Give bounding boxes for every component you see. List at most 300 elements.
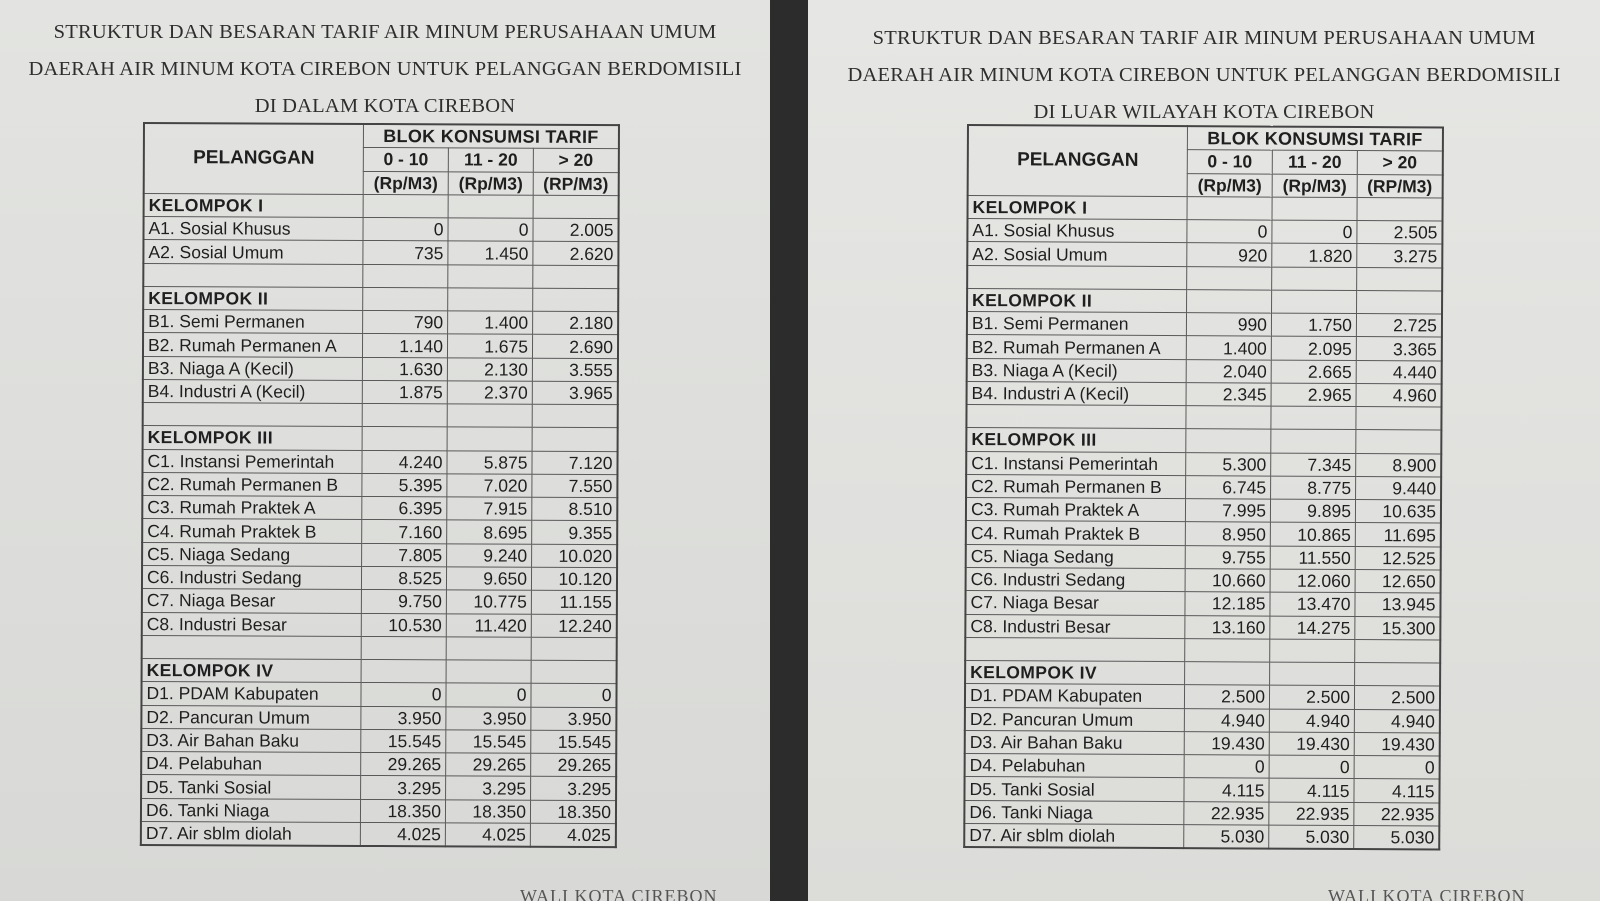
tariff-cell: 18.350 bbox=[445, 800, 530, 824]
table-row bbox=[967, 381, 1442, 407]
customer-label: D1. PDAM Kabupaten bbox=[141, 682, 361, 706]
tariff-cell: 3.275 bbox=[1357, 244, 1443, 268]
table-row bbox=[142, 589, 617, 614]
tariff-cell bbox=[1187, 289, 1272, 313]
tariff-cell: 735 bbox=[363, 241, 448, 265]
tariff-cell bbox=[1270, 662, 1355, 686]
table-body bbox=[964, 195, 1442, 849]
footnote-signature: WALI KOTA CIREBON bbox=[520, 886, 718, 901]
group-row bbox=[142, 658, 617, 683]
table-row bbox=[965, 614, 1440, 640]
tariff-cell bbox=[446, 660, 531, 684]
tariff-cell bbox=[1355, 639, 1441, 662]
customer-label: C1. Instansi Pemerintah bbox=[142, 449, 362, 473]
tariff-cell bbox=[531, 660, 617, 684]
table-row bbox=[143, 333, 618, 358]
customer-label: D3. Air Bahan Baku bbox=[141, 728, 361, 752]
tariff-cell bbox=[362, 427, 447, 451]
tariff-cell: 6.395 bbox=[362, 497, 447, 521]
tariff-cell: 8.510 bbox=[532, 497, 618, 521]
title-line: DI DALAM KOTA CIREBON bbox=[254, 95, 516, 117]
tariff-cell: 22.935 bbox=[1269, 802, 1354, 826]
tariff-cell: 10.020 bbox=[532, 544, 618, 568]
customer-label: D1. PDAM Kabupaten bbox=[965, 684, 1185, 708]
right-document-photo bbox=[808, 0, 1600, 901]
customer-label: C3. Rumah Praktek A bbox=[142, 496, 362, 520]
customer-label: D3. Air Bahan Baku bbox=[965, 730, 1185, 754]
customer-label: D5. Tanki Sosial bbox=[964, 777, 1184, 801]
tariff-cell: 3.295 bbox=[531, 777, 617, 801]
tariff-cell: 4.025 bbox=[360, 822, 445, 846]
customer-label: A2. Sosial Umum bbox=[143, 240, 363, 264]
table-row bbox=[142, 496, 617, 521]
table-row bbox=[142, 542, 617, 567]
customer-label bbox=[967, 265, 1187, 289]
tariff-cell: 1.450 bbox=[448, 241, 533, 265]
group-row bbox=[967, 288, 1442, 314]
blank-row bbox=[142, 635, 617, 660]
tariff-cell: 10.530 bbox=[361, 613, 446, 637]
table-row bbox=[143, 356, 618, 381]
tariff-cell bbox=[447, 404, 532, 427]
table-row bbox=[141, 775, 616, 800]
tariff-cell: 2.005 bbox=[533, 218, 619, 242]
tariff-cell: 9.650 bbox=[446, 567, 531, 591]
customer-label: C2. Rumah Permanen B bbox=[142, 472, 362, 496]
customer-label: D5. Tanki Sosial bbox=[141, 775, 361, 799]
table-row bbox=[141, 682, 616, 707]
tariff-cell: 4.440 bbox=[1356, 360, 1442, 384]
tariff-cell: 990 bbox=[1186, 313, 1271, 337]
table-row bbox=[966, 498, 1441, 524]
tariff-cell: 3.950 bbox=[446, 706, 531, 730]
tariff-cell: 4.940 bbox=[1269, 709, 1354, 733]
tariff-cell bbox=[533, 195, 619, 219]
table-row bbox=[964, 777, 1439, 803]
tariff-cell: 9.750 bbox=[361, 590, 446, 614]
tariff-cell: 0 bbox=[1184, 755, 1269, 779]
tariff-cell: 790 bbox=[363, 311, 448, 335]
tariff-cell: 3.965 bbox=[532, 381, 618, 405]
header-pelanggan: PELANGGAN bbox=[144, 123, 364, 194]
group-row bbox=[144, 193, 619, 218]
customer-label: B3. Niaga A (Kecil) bbox=[143, 356, 363, 380]
tariff-cell: 13.470 bbox=[1270, 592, 1355, 616]
customer-label: C5. Niaga Sedang bbox=[966, 544, 1186, 568]
table-body bbox=[141, 193, 619, 847]
tariff-cell: 15.545 bbox=[361, 729, 446, 753]
tariff-cell: 0 bbox=[446, 683, 531, 707]
table-row bbox=[142, 612, 617, 637]
tariff-cell bbox=[1357, 290, 1443, 314]
tariff-cell: 2.505 bbox=[1357, 221, 1443, 245]
blank-row bbox=[967, 265, 1442, 290]
tariff-cell: 2.180 bbox=[533, 311, 619, 335]
tariff-cell: 5.030 bbox=[1269, 825, 1354, 849]
header-unit: (Rp/M3) bbox=[363, 171, 448, 195]
tariff-cell: 0 bbox=[1272, 220, 1357, 244]
group-row bbox=[968, 195, 1443, 221]
table-row bbox=[143, 310, 618, 335]
tariff-cell bbox=[1187, 197, 1272, 221]
tariff-cell: 4.940 bbox=[1184, 708, 1269, 732]
tariff-cell: 7.120 bbox=[532, 451, 618, 475]
tariff-cell: 19.430 bbox=[1354, 732, 1440, 756]
tariff-cell bbox=[1271, 406, 1356, 429]
tariff-cell: 2.370 bbox=[447, 381, 532, 405]
tariff-cell bbox=[447, 427, 532, 451]
tariff-cell: 10.635 bbox=[1355, 500, 1441, 524]
header-range: 0 - 10 bbox=[363, 148, 448, 172]
tariff-cell bbox=[1272, 290, 1357, 314]
group-row bbox=[143, 426, 618, 451]
tariff-cell: 0 bbox=[363, 218, 448, 242]
group-label: KELOMPOK II bbox=[967, 288, 1187, 312]
tariff-cell: 2.040 bbox=[1186, 359, 1271, 383]
tariff-cell: 0 bbox=[1187, 220, 1272, 244]
right-tariff-table bbox=[963, 124, 1444, 851]
header-blok-konsumsi: BLOK KONSUMSI TARIF bbox=[363, 124, 619, 149]
tariff-cell: 13.945 bbox=[1355, 593, 1441, 617]
group-label: KELOMPOK II bbox=[143, 286, 363, 310]
tariff-cell: 12.060 bbox=[1270, 569, 1355, 593]
header-unit: (RP/M3) bbox=[533, 172, 619, 196]
table-row bbox=[965, 730, 1440, 756]
tariff-cell: 2.500 bbox=[1269, 685, 1354, 709]
tariff-cell: 4.960 bbox=[1356, 384, 1442, 408]
table-row bbox=[967, 335, 1442, 361]
blank-row bbox=[143, 263, 618, 288]
tariff-cell: 3.950 bbox=[531, 707, 617, 731]
tariff-cell: 4.025 bbox=[445, 823, 530, 847]
tariff-cell: 4.115 bbox=[1269, 779, 1354, 803]
tariff-cell: 8.900 bbox=[1356, 453, 1442, 477]
tariff-cell: 4.115 bbox=[1184, 778, 1269, 802]
tariff-cell: 12.525 bbox=[1355, 546, 1441, 570]
table-row bbox=[142, 566, 617, 591]
header-unit: (Rp/M3) bbox=[1187, 173, 1272, 197]
tariff-cell: 9.440 bbox=[1356, 476, 1442, 500]
tariff-cell: 0 bbox=[361, 683, 446, 707]
table-row bbox=[141, 705, 616, 730]
tariff-cell: 12.185 bbox=[1185, 592, 1270, 616]
tariff-cell: 2.500 bbox=[1184, 685, 1269, 709]
tariff-cell bbox=[532, 427, 618, 451]
customer-label: C8. Industri Besar bbox=[142, 612, 362, 636]
tariff-cell bbox=[1271, 429, 1356, 453]
table-row bbox=[966, 521, 1441, 547]
tariff-cell: 0 bbox=[531, 683, 617, 707]
tariff-cell: 5.395 bbox=[362, 473, 447, 497]
tariff-cell: 1.875 bbox=[362, 380, 447, 404]
tariff-cell bbox=[1187, 266, 1272, 289]
group-label: KELOMPOK I bbox=[968, 195, 1188, 219]
header-range: 0 - 10 bbox=[1187, 150, 1272, 174]
customer-label: B1. Semi Permanen bbox=[143, 310, 363, 334]
customer-label: B4. Industri A (Kecil) bbox=[143, 379, 363, 403]
customer-label: C5. Niaga Sedang bbox=[142, 542, 362, 566]
tariff-cell bbox=[448, 288, 533, 312]
customer-label: B2. Rumah Permanen A bbox=[967, 335, 1187, 359]
tariff-cell: 2.345 bbox=[1186, 383, 1271, 407]
customer-label: C2. Rumah Permanen B bbox=[966, 474, 1186, 498]
table-row bbox=[141, 752, 616, 777]
tariff-cell: 10.660 bbox=[1185, 569, 1270, 593]
table-row bbox=[967, 219, 1442, 245]
tariff-cell: 7.550 bbox=[532, 474, 618, 498]
tariff-cell: 1.820 bbox=[1272, 244, 1357, 268]
table-row bbox=[141, 728, 616, 753]
header-range: 11 - 20 bbox=[448, 148, 533, 172]
tariff-cell bbox=[1186, 406, 1271, 429]
tariff-cell bbox=[361, 659, 446, 683]
table-row bbox=[142, 472, 617, 497]
tariff-cell: 3.555 bbox=[532, 358, 618, 382]
table-row bbox=[141, 822, 616, 848]
tariff-cell: 29.265 bbox=[531, 753, 617, 777]
tariff-cell: 11.550 bbox=[1270, 546, 1355, 570]
header-range: > 20 bbox=[533, 149, 619, 173]
tariff-cell bbox=[1356, 430, 1442, 454]
customer-label: C1. Instansi Pemerintah bbox=[966, 451, 1186, 475]
customer-label: D4. Pelabuhan bbox=[141, 752, 361, 776]
tariff-cell: 18.350 bbox=[360, 799, 445, 823]
table-row bbox=[965, 591, 1440, 617]
tariff-cell: 7.345 bbox=[1271, 453, 1356, 477]
tariff-cell bbox=[533, 288, 619, 312]
tariff-cell: 2.130 bbox=[447, 358, 532, 382]
tariff-cell: 22.935 bbox=[1354, 802, 1440, 826]
tariff-cell: 19.430 bbox=[1184, 731, 1269, 755]
tariff-cell: 11.155 bbox=[531, 591, 617, 615]
table-row bbox=[143, 217, 618, 242]
tariff-cell: 7.805 bbox=[362, 543, 447, 567]
tariff-cell bbox=[362, 404, 447, 427]
tariff-cell: 3.295 bbox=[446, 776, 531, 800]
customer-label: D2. Pancuran Umum bbox=[965, 707, 1185, 731]
tariff-cell: 10.120 bbox=[531, 567, 617, 591]
tariff-cell: 9.355 bbox=[532, 521, 618, 545]
header-range: 11 - 20 bbox=[1272, 150, 1357, 174]
tariff-cell: 11.695 bbox=[1355, 523, 1441, 547]
table-row bbox=[965, 684, 1440, 710]
tariff-cell: 4.240 bbox=[362, 450, 447, 474]
table-row bbox=[142, 449, 617, 474]
tariff-cell: 14.275 bbox=[1270, 616, 1355, 640]
customer-label: D4. Pelabuhan bbox=[965, 754, 1185, 778]
customer-label: C7. Niaga Besar bbox=[965, 591, 1185, 615]
tariff-cell: 2.095 bbox=[1271, 336, 1356, 360]
tariff-cell: 2.620 bbox=[533, 242, 619, 266]
tariff-cell: 5.030 bbox=[1354, 826, 1440, 850]
tariff-cell bbox=[533, 265, 619, 288]
blank-row bbox=[143, 403, 618, 428]
tariff-cell: 2.725 bbox=[1356, 314, 1442, 338]
header-range: > 20 bbox=[1357, 151, 1443, 175]
tariff-cell: 10.865 bbox=[1270, 523, 1355, 547]
tariff-cell: 4.115 bbox=[1354, 779, 1440, 803]
tariff-cell: 4.025 bbox=[530, 823, 616, 847]
right-document-title bbox=[808, 20, 1600, 131]
tariff-cell bbox=[1357, 197, 1443, 221]
customer-label bbox=[966, 405, 1186, 429]
group-label: KELOMPOK III bbox=[966, 428, 1186, 452]
tariff-cell: 15.545 bbox=[446, 730, 531, 754]
table-row bbox=[966, 451, 1441, 477]
title-line: STRUKTUR DAN BESARAN TARIF AIR MINUM PERUSAHAAN UMUM bbox=[53, 21, 717, 43]
table-row bbox=[964, 824, 1439, 850]
tariff-cell: 15.300 bbox=[1355, 616, 1441, 640]
tariff-cell: 10.775 bbox=[446, 590, 531, 614]
tariff-cell: 8.775 bbox=[1271, 476, 1356, 500]
tariff-cell: 19.430 bbox=[1269, 732, 1354, 756]
tariff-cell: 9.240 bbox=[447, 544, 532, 568]
table-row bbox=[966, 544, 1441, 570]
tariff-cell bbox=[448, 265, 533, 288]
left-document-photo bbox=[0, 0, 770, 901]
tariff-cell bbox=[531, 637, 617, 660]
tariff-cell: 3.950 bbox=[361, 706, 446, 730]
table-row bbox=[142, 519, 617, 544]
tariff-cell: 22.935 bbox=[1184, 801, 1269, 825]
tariff-cell: 2.690 bbox=[532, 335, 618, 359]
tariff-cell: 2.500 bbox=[1354, 686, 1440, 710]
customer-label: B2. Rumah Permanen A bbox=[143, 333, 363, 357]
tariff-cell: 2.965 bbox=[1271, 383, 1356, 407]
tariff-cell: 11.420 bbox=[446, 613, 531, 637]
tariff-cell bbox=[448, 195, 533, 219]
title-line: DAERAH AIR MINUM KOTA CIREBON UNTUK PELANGGAN BERDOMISILI bbox=[28, 58, 742, 80]
header-pelanggan: PELANGGAN bbox=[968, 125, 1188, 197]
customer-label bbox=[143, 263, 363, 287]
tariff-cell: 2.665 bbox=[1271, 360, 1356, 384]
tariff-cell bbox=[1185, 662, 1270, 686]
customer-label: D2. Pancuran Umum bbox=[141, 705, 361, 729]
tariff-cell bbox=[1272, 197, 1357, 221]
customer-label: A1. Sosial Khusus bbox=[143, 217, 363, 241]
table-row bbox=[141, 798, 616, 823]
tariff-cell bbox=[363, 264, 448, 287]
group-label: KELOMPOK IV bbox=[965, 660, 1185, 684]
tariff-cell: 12.240 bbox=[531, 614, 617, 638]
table-row bbox=[967, 312, 1442, 338]
group-label: KELOMPOK I bbox=[144, 193, 364, 217]
title-line: STRUKTUR DAN BESARAN TARIF AIR MINUM PERUSAHAAN UMUM bbox=[872, 27, 1536, 49]
table-row bbox=[965, 754, 1440, 780]
header-unit: (Rp/M3) bbox=[1272, 174, 1357, 198]
tariff-cell: 8.525 bbox=[361, 567, 446, 591]
tariff-cell: 7.915 bbox=[447, 497, 532, 521]
tariff-cell: 1.675 bbox=[447, 334, 532, 358]
group-row bbox=[965, 660, 1440, 686]
tariff-cell bbox=[363, 287, 448, 311]
table-row bbox=[967, 358, 1442, 384]
tariff-cell: 3.365 bbox=[1356, 337, 1442, 361]
tariff-cell: 15.545 bbox=[531, 730, 617, 754]
customer-label: A2. Sosial Umum bbox=[967, 242, 1187, 266]
tariff-cell: 1.400 bbox=[448, 311, 533, 335]
tariff-cell bbox=[532, 404, 618, 427]
customer-label bbox=[143, 403, 363, 427]
tariff-cell: 1.750 bbox=[1271, 313, 1356, 337]
left-document-title bbox=[0, 14, 770, 125]
tariff-cell: 6.745 bbox=[1186, 476, 1271, 500]
tariff-cell bbox=[1270, 639, 1355, 662]
tariff-cell: 18.350 bbox=[530, 800, 616, 824]
blank-row bbox=[965, 637, 1440, 662]
customer-label: C7. Niaga Besar bbox=[142, 589, 362, 613]
header-unit: (RP/M3) bbox=[1357, 174, 1443, 198]
customer-label bbox=[965, 637, 1185, 661]
customer-label: B4. Industri A (Kecil) bbox=[967, 381, 1187, 405]
tariff-cell bbox=[1357, 267, 1443, 290]
customer-label: D6. Tanki Niaga bbox=[141, 798, 361, 822]
header-blok-konsumsi: BLOK KONSUMSI TARIF bbox=[1187, 126, 1443, 151]
table-row bbox=[965, 707, 1440, 733]
customer-label: D7. Air sblm diolah bbox=[141, 822, 361, 847]
table-row bbox=[964, 800, 1439, 826]
tariff-cell: 1.140 bbox=[362, 334, 447, 358]
customer-label: C4. Rumah Praktek B bbox=[142, 519, 362, 543]
tariff-cell: 1.400 bbox=[1186, 336, 1271, 360]
customer-label: C3. Rumah Praktek A bbox=[966, 498, 1186, 522]
table-row bbox=[967, 242, 1442, 268]
group-label: KELOMPOK IV bbox=[142, 658, 362, 682]
customer-label: C6. Industri Sedang bbox=[966, 568, 1186, 592]
tariff-cell: 9.895 bbox=[1270, 499, 1355, 523]
tariff-cell: 5.300 bbox=[1186, 452, 1271, 476]
customer-label: D7. Air sblm diolah bbox=[964, 824, 1184, 849]
tariff-cell bbox=[361, 636, 446, 659]
tariff-cell: 0 bbox=[1269, 755, 1354, 779]
tariff-cell: 7.160 bbox=[362, 520, 447, 544]
tariff-cell: 9.755 bbox=[1185, 545, 1270, 569]
customer-label bbox=[142, 635, 362, 659]
footnote-signature: WALI KOTA CIREBON bbox=[1328, 886, 1526, 901]
tariff-cell: 29.265 bbox=[446, 753, 531, 777]
tariff-cell bbox=[1272, 267, 1357, 290]
customer-label: C4. Rumah Praktek B bbox=[966, 521, 1186, 545]
customer-label: D6. Tanki Niaga bbox=[964, 800, 1184, 824]
tariff-cell bbox=[446, 637, 531, 660]
table-row bbox=[143, 240, 618, 265]
tariff-cell: 29.265 bbox=[361, 753, 446, 777]
customer-label: B1. Semi Permanen bbox=[967, 312, 1187, 336]
customer-label: C8. Industri Besar bbox=[965, 614, 1185, 638]
tariff-cell: 12.650 bbox=[1355, 570, 1441, 594]
customer-label: C6. Industri Sedang bbox=[142, 566, 362, 590]
tariff-cell bbox=[1356, 407, 1442, 430]
title-line: DI LUAR WILAYAH KOTA CIREBON bbox=[1033, 101, 1375, 123]
blank-row bbox=[966, 405, 1441, 430]
tariff-cell: 5.030 bbox=[1184, 825, 1269, 849]
tariff-cell: 920 bbox=[1187, 243, 1272, 267]
tariff-cell: 8.695 bbox=[447, 520, 532, 544]
tariff-cell: 1.630 bbox=[362, 357, 447, 381]
tariff-cell: 8.950 bbox=[1185, 522, 1270, 546]
group-row bbox=[143, 286, 618, 311]
tariff-cell: 13.160 bbox=[1185, 615, 1270, 639]
tariff-cell bbox=[1185, 639, 1270, 662]
title-line: DAERAH AIR MINUM KOTA CIREBON UNTUK PELANGGAN BERDOMISILI bbox=[847, 64, 1561, 86]
tariff-cell: 3.295 bbox=[361, 776, 446, 800]
table-row bbox=[966, 474, 1441, 500]
tariff-cell: 4.940 bbox=[1354, 709, 1440, 733]
customer-label: A1. Sosial Khusus bbox=[967, 219, 1187, 243]
tariff-cell: 7.020 bbox=[447, 474, 532, 498]
customer-label: B3. Niaga A (Kecil) bbox=[967, 358, 1187, 382]
tariff-cell: 5.875 bbox=[447, 450, 532, 474]
